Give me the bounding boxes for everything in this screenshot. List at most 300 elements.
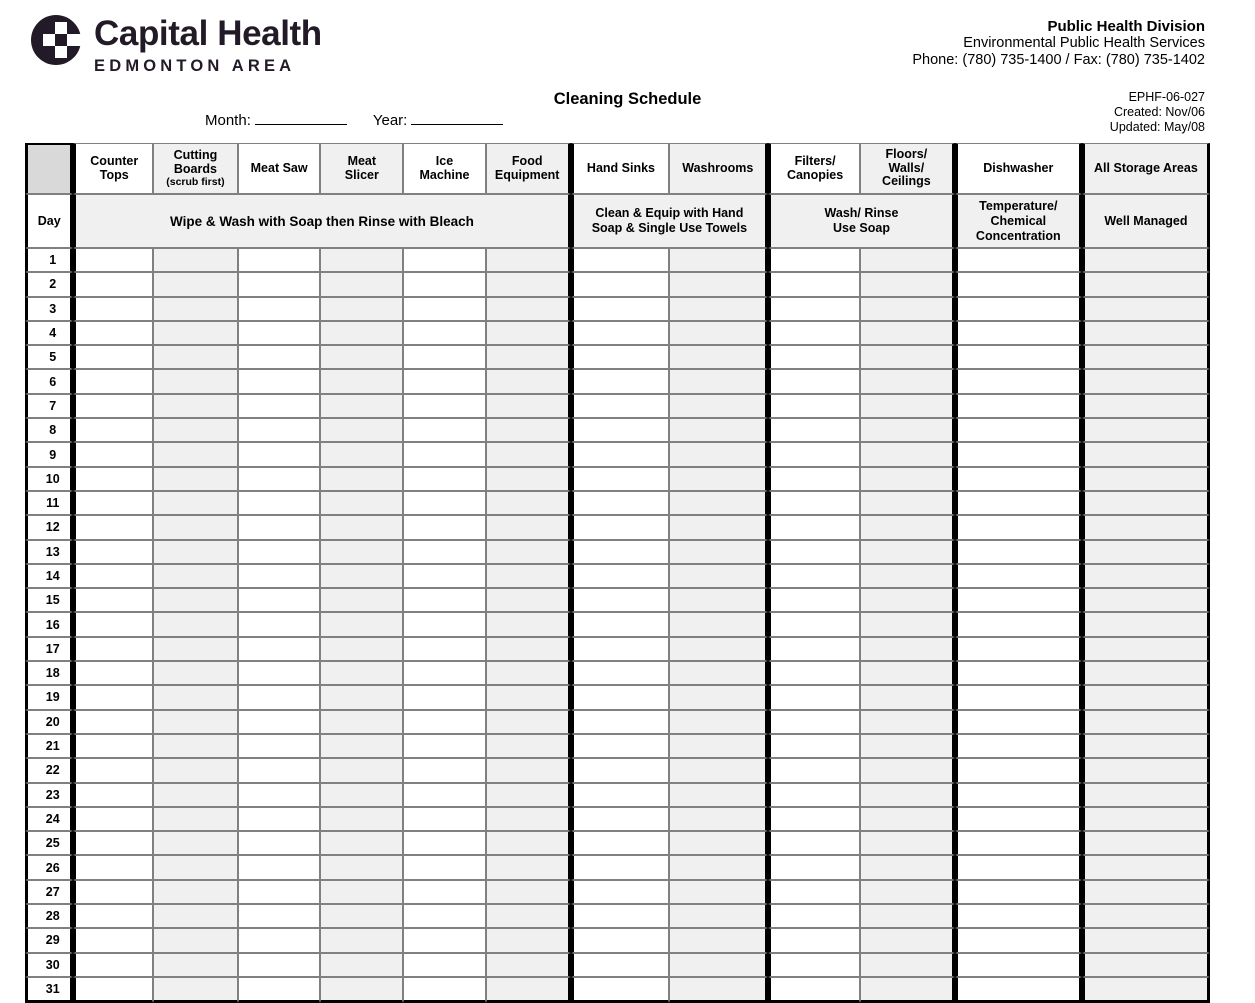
cell-ice-machine-day-29[interactable] (403, 928, 486, 952)
cell-food-equipment-day-6[interactable] (486, 369, 571, 393)
cell-meat-slicer-day-26[interactable] (320, 855, 403, 879)
cell-floors-walls-ceilings-day-27[interactable] (860, 880, 955, 904)
cell-ice-machine-day-24[interactable] (403, 807, 486, 831)
cell-cutting-boards-day-14[interactable] (153, 564, 238, 588)
cell-filters-canopies-day-26[interactable] (768, 855, 860, 879)
cell-meat-saw-day-9[interactable] (238, 442, 321, 466)
cell-food-equipment-day-4[interactable] (486, 321, 571, 345)
cell-washrooms-day-31[interactable] (669, 977, 768, 1003)
cell-washrooms-day-21[interactable] (669, 734, 768, 758)
cell-meat-slicer-day-28[interactable] (320, 904, 403, 928)
cell-washrooms-day-29[interactable] (669, 928, 768, 952)
cell-filters-canopies-day-13[interactable] (768, 540, 860, 564)
cell-filters-canopies-day-24[interactable] (768, 807, 860, 831)
cell-counter-tops-day-21[interactable] (73, 734, 153, 758)
cell-meat-saw-day-28[interactable] (238, 904, 321, 928)
cell-food-equipment-day-13[interactable] (486, 540, 571, 564)
cell-meat-saw-day-4[interactable] (238, 321, 321, 345)
cell-food-equipment-day-30[interactable] (486, 953, 571, 977)
cell-counter-tops-day-7[interactable] (73, 394, 153, 418)
cell-hand-sinks-day-11[interactable] (571, 491, 670, 515)
cell-filters-canopies-day-31[interactable] (768, 977, 860, 1003)
cell-dishwasher-day-1[interactable] (955, 248, 1082, 272)
cell-counter-tops-day-18[interactable] (73, 661, 153, 685)
cell-food-equipment-day-3[interactable] (486, 297, 571, 321)
cell-floors-walls-ceilings-day-10[interactable] (860, 467, 955, 491)
cell-meat-saw-day-6[interactable] (238, 369, 321, 393)
cell-washrooms-day-6[interactable] (669, 369, 768, 393)
cell-dishwasher-day-22[interactable] (955, 758, 1082, 782)
cell-counter-tops-day-1[interactable] (73, 248, 153, 272)
cell-all-storage-areas-day-18[interactable] (1082, 661, 1210, 685)
cell-filters-canopies-day-9[interactable] (768, 442, 860, 466)
cell-floors-walls-ceilings-day-1[interactable] (860, 248, 955, 272)
cell-dishwasher-day-5[interactable] (955, 345, 1082, 369)
cell-floors-walls-ceilings-day-29[interactable] (860, 928, 955, 952)
cell-meat-slicer-day-23[interactable] (320, 783, 403, 807)
cell-meat-saw-day-1[interactable] (238, 248, 321, 272)
cell-meat-slicer-day-24[interactable] (320, 807, 403, 831)
cell-food-equipment-day-17[interactable] (486, 637, 571, 661)
cell-all-storage-areas-day-3[interactable] (1082, 297, 1210, 321)
cell-ice-machine-day-4[interactable] (403, 321, 486, 345)
cell-dishwasher-day-27[interactable] (955, 880, 1082, 904)
cell-washrooms-day-30[interactable] (669, 953, 768, 977)
cell-floors-walls-ceilings-day-4[interactable] (860, 321, 955, 345)
cell-dishwasher-day-15[interactable] (955, 588, 1082, 612)
cell-meat-slicer-day-30[interactable] (320, 953, 403, 977)
cell-all-storage-areas-day-12[interactable] (1082, 515, 1210, 539)
cell-cutting-boards-day-1[interactable] (153, 248, 238, 272)
cell-hand-sinks-day-3[interactable] (571, 297, 670, 321)
cell-meat-slicer-day-10[interactable] (320, 467, 403, 491)
cell-floors-walls-ceilings-day-23[interactable] (860, 783, 955, 807)
cell-meat-saw-day-10[interactable] (238, 467, 321, 491)
cell-dishwasher-day-24[interactable] (955, 807, 1082, 831)
cell-food-equipment-day-10[interactable] (486, 467, 571, 491)
cell-washrooms-day-16[interactable] (669, 612, 768, 636)
cell-floors-walls-ceilings-day-12[interactable] (860, 515, 955, 539)
cell-counter-tops-day-13[interactable] (73, 540, 153, 564)
cell-filters-canopies-day-29[interactable] (768, 928, 860, 952)
cell-cutting-boards-day-30[interactable] (153, 953, 238, 977)
cell-meat-saw-day-14[interactable] (238, 564, 321, 588)
cell-hand-sinks-day-20[interactable] (571, 710, 670, 734)
cell-floors-walls-ceilings-day-25[interactable] (860, 831, 955, 855)
cell-all-storage-areas-day-16[interactable] (1082, 612, 1210, 636)
cell-food-equipment-day-15[interactable] (486, 588, 571, 612)
cell-washrooms-day-24[interactable] (669, 807, 768, 831)
cell-hand-sinks-day-5[interactable] (571, 345, 670, 369)
cell-floors-walls-ceilings-day-17[interactable] (860, 637, 955, 661)
cell-hand-sinks-day-28[interactable] (571, 904, 670, 928)
cell-meat-slicer-day-14[interactable] (320, 564, 403, 588)
cell-food-equipment-day-21[interactable] (486, 734, 571, 758)
cell-filters-canopies-day-14[interactable] (768, 564, 860, 588)
cell-food-equipment-day-5[interactable] (486, 345, 571, 369)
cell-food-equipment-day-12[interactable] (486, 515, 571, 539)
cell-filters-canopies-day-28[interactable] (768, 904, 860, 928)
cell-meat-saw-day-30[interactable] (238, 953, 321, 977)
cell-dishwasher-day-20[interactable] (955, 710, 1082, 734)
cell-meat-saw-day-25[interactable] (238, 831, 321, 855)
cell-hand-sinks-day-29[interactable] (571, 928, 670, 952)
cell-washrooms-day-25[interactable] (669, 831, 768, 855)
cell-hand-sinks-day-19[interactable] (571, 685, 670, 709)
cell-meat-saw-day-23[interactable] (238, 783, 321, 807)
cell-washrooms-day-8[interactable] (669, 418, 768, 442)
cell-dishwasher-day-7[interactable] (955, 394, 1082, 418)
cell-cutting-boards-day-3[interactable] (153, 297, 238, 321)
cell-cutting-boards-day-31[interactable] (153, 977, 238, 1003)
cell-hand-sinks-day-31[interactable] (571, 977, 670, 1003)
cell-meat-saw-day-12[interactable] (238, 515, 321, 539)
cell-washrooms-day-17[interactable] (669, 637, 768, 661)
cell-ice-machine-day-7[interactable] (403, 394, 486, 418)
cell-filters-canopies-day-10[interactable] (768, 467, 860, 491)
cell-filters-canopies-day-18[interactable] (768, 661, 860, 685)
cell-dishwasher-day-21[interactable] (955, 734, 1082, 758)
cell-meat-saw-day-17[interactable] (238, 637, 321, 661)
cell-ice-machine-day-28[interactable] (403, 904, 486, 928)
cell-filters-canopies-day-15[interactable] (768, 588, 860, 612)
cell-ice-machine-day-9[interactable] (403, 442, 486, 466)
cell-washrooms-day-23[interactable] (669, 783, 768, 807)
cell-counter-tops-day-6[interactable] (73, 369, 153, 393)
cell-meat-saw-day-27[interactable] (238, 880, 321, 904)
cell-cutting-boards-day-28[interactable] (153, 904, 238, 928)
cell-all-storage-areas-day-24[interactable] (1082, 807, 1210, 831)
cell-meat-slicer-day-1[interactable] (320, 248, 403, 272)
cell-floors-walls-ceilings-day-18[interactable] (860, 661, 955, 685)
cell-dishwasher-day-14[interactable] (955, 564, 1082, 588)
cell-filters-canopies-day-21[interactable] (768, 734, 860, 758)
cell-floors-walls-ceilings-day-24[interactable] (860, 807, 955, 831)
cell-floors-walls-ceilings-day-15[interactable] (860, 588, 955, 612)
cell-cutting-boards-day-11[interactable] (153, 491, 238, 515)
cell-cutting-boards-day-7[interactable] (153, 394, 238, 418)
cell-ice-machine-day-12[interactable] (403, 515, 486, 539)
cell-ice-machine-day-20[interactable] (403, 710, 486, 734)
cell-all-storage-areas-day-22[interactable] (1082, 758, 1210, 782)
cell-cutting-boards-day-21[interactable] (153, 734, 238, 758)
cell-hand-sinks-day-16[interactable] (571, 612, 670, 636)
cell-food-equipment-day-9[interactable] (486, 442, 571, 466)
cell-cutting-boards-day-15[interactable] (153, 588, 238, 612)
cell-washrooms-day-4[interactable] (669, 321, 768, 345)
cell-all-storage-areas-day-26[interactable] (1082, 855, 1210, 879)
cell-ice-machine-day-30[interactable] (403, 953, 486, 977)
cell-cutting-boards-day-4[interactable] (153, 321, 238, 345)
cell-food-equipment-day-11[interactable] (486, 491, 571, 515)
cell-counter-tops-day-29[interactable] (73, 928, 153, 952)
cell-washrooms-day-9[interactable] (669, 442, 768, 466)
cell-filters-canopies-day-4[interactable] (768, 321, 860, 345)
cell-filters-canopies-day-8[interactable] (768, 418, 860, 442)
cell-counter-tops-day-30[interactable] (73, 953, 153, 977)
cell-meat-saw-day-8[interactable] (238, 418, 321, 442)
cell-meat-slicer-day-18[interactable] (320, 661, 403, 685)
cell-food-equipment-day-27[interactable] (486, 880, 571, 904)
cell-meat-saw-day-7[interactable] (238, 394, 321, 418)
cell-food-equipment-day-31[interactable] (486, 977, 571, 1003)
cell-all-storage-areas-day-25[interactable] (1082, 831, 1210, 855)
cell-dishwasher-day-2[interactable] (955, 272, 1082, 296)
cell-washrooms-day-7[interactable] (669, 394, 768, 418)
cell-ice-machine-day-11[interactable] (403, 491, 486, 515)
cell-cutting-boards-day-9[interactable] (153, 442, 238, 466)
cell-food-equipment-day-8[interactable] (486, 418, 571, 442)
cell-hand-sinks-day-8[interactable] (571, 418, 670, 442)
cell-washrooms-day-12[interactable] (669, 515, 768, 539)
cell-hand-sinks-day-7[interactable] (571, 394, 670, 418)
cell-counter-tops-day-16[interactable] (73, 612, 153, 636)
cell-washrooms-day-26[interactable] (669, 855, 768, 879)
cell-all-storage-areas-day-28[interactable] (1082, 904, 1210, 928)
cell-ice-machine-day-8[interactable] (403, 418, 486, 442)
cell-hand-sinks-day-24[interactable] (571, 807, 670, 831)
cell-counter-tops-day-31[interactable] (73, 977, 153, 1003)
cell-meat-saw-day-19[interactable] (238, 685, 321, 709)
cell-dishwasher-day-18[interactable] (955, 661, 1082, 685)
cell-all-storage-areas-day-11[interactable] (1082, 491, 1210, 515)
cell-dishwasher-day-8[interactable] (955, 418, 1082, 442)
cell-ice-machine-day-10[interactable] (403, 467, 486, 491)
cell-filters-canopies-day-27[interactable] (768, 880, 860, 904)
cell-dishwasher-day-12[interactable] (955, 515, 1082, 539)
cell-hand-sinks-day-6[interactable] (571, 369, 670, 393)
cell-washrooms-day-15[interactable] (669, 588, 768, 612)
cell-filters-canopies-day-20[interactable] (768, 710, 860, 734)
cell-meat-slicer-day-15[interactable] (320, 588, 403, 612)
cell-dishwasher-day-4[interactable] (955, 321, 1082, 345)
cell-filters-canopies-day-17[interactable] (768, 637, 860, 661)
cell-ice-machine-day-17[interactable] (403, 637, 486, 661)
cell-food-equipment-day-24[interactable] (486, 807, 571, 831)
cell-meat-slicer-day-20[interactable] (320, 710, 403, 734)
cell-hand-sinks-day-30[interactable] (571, 953, 670, 977)
cell-filters-canopies-day-5[interactable] (768, 345, 860, 369)
cell-meat-slicer-day-8[interactable] (320, 418, 403, 442)
cell-washrooms-day-14[interactable] (669, 564, 768, 588)
cell-meat-slicer-day-2[interactable] (320, 272, 403, 296)
cell-hand-sinks-day-12[interactable] (571, 515, 670, 539)
year-input[interactable] (411, 110, 503, 125)
cell-filters-canopies-day-6[interactable] (768, 369, 860, 393)
cell-counter-tops-day-24[interactable] (73, 807, 153, 831)
cell-food-equipment-day-2[interactable] (486, 272, 571, 296)
cell-washrooms-day-10[interactable] (669, 467, 768, 491)
cell-floors-walls-ceilings-day-3[interactable] (860, 297, 955, 321)
cell-counter-tops-day-11[interactable] (73, 491, 153, 515)
cell-hand-sinks-day-18[interactable] (571, 661, 670, 685)
cell-meat-slicer-day-29[interactable] (320, 928, 403, 952)
cell-food-equipment-day-26[interactable] (486, 855, 571, 879)
cell-floors-walls-ceilings-day-22[interactable] (860, 758, 955, 782)
cell-filters-canopies-day-30[interactable] (768, 953, 860, 977)
cell-all-storage-areas-day-1[interactable] (1082, 248, 1210, 272)
cell-floors-walls-ceilings-day-5[interactable] (860, 345, 955, 369)
cell-hand-sinks-day-10[interactable] (571, 467, 670, 491)
cell-cutting-boards-day-2[interactable] (153, 272, 238, 296)
cell-counter-tops-day-12[interactable] (73, 515, 153, 539)
cell-meat-slicer-day-3[interactable] (320, 297, 403, 321)
cell-meat-saw-day-26[interactable] (238, 855, 321, 879)
cell-ice-machine-day-27[interactable] (403, 880, 486, 904)
cell-dishwasher-day-28[interactable] (955, 904, 1082, 928)
cell-cutting-boards-day-6[interactable] (153, 369, 238, 393)
cell-filters-canopies-day-22[interactable] (768, 758, 860, 782)
cell-floors-walls-ceilings-day-7[interactable] (860, 394, 955, 418)
cell-hand-sinks-day-17[interactable] (571, 637, 670, 661)
cell-floors-walls-ceilings-day-26[interactable] (860, 855, 955, 879)
cell-all-storage-areas-day-27[interactable] (1082, 880, 1210, 904)
cell-ice-machine-day-15[interactable] (403, 588, 486, 612)
cell-dishwasher-day-30[interactable] (955, 953, 1082, 977)
cell-filters-canopies-day-7[interactable] (768, 394, 860, 418)
cell-food-equipment-day-14[interactable] (486, 564, 571, 588)
cell-food-equipment-day-23[interactable] (486, 783, 571, 807)
cell-meat-slicer-day-31[interactable] (320, 977, 403, 1003)
cell-ice-machine-day-18[interactable] (403, 661, 486, 685)
cell-food-equipment-day-29[interactable] (486, 928, 571, 952)
cell-all-storage-areas-day-13[interactable] (1082, 540, 1210, 564)
cell-counter-tops-day-20[interactable] (73, 710, 153, 734)
cell-dishwasher-day-26[interactable] (955, 855, 1082, 879)
cell-counter-tops-day-17[interactable] (73, 637, 153, 661)
cell-floors-walls-ceilings-day-30[interactable] (860, 953, 955, 977)
cell-all-storage-areas-day-23[interactable] (1082, 783, 1210, 807)
cell-hand-sinks-day-26[interactable] (571, 855, 670, 879)
cell-all-storage-areas-day-2[interactable] (1082, 272, 1210, 296)
cell-cutting-boards-day-13[interactable] (153, 540, 238, 564)
cell-meat-slicer-day-9[interactable] (320, 442, 403, 466)
cell-meat-slicer-day-7[interactable] (320, 394, 403, 418)
cell-cutting-boards-day-26[interactable] (153, 855, 238, 879)
cell-floors-walls-ceilings-day-19[interactable] (860, 685, 955, 709)
cell-ice-machine-day-13[interactable] (403, 540, 486, 564)
cell-meat-saw-day-5[interactable] (238, 345, 321, 369)
cell-washrooms-day-18[interactable] (669, 661, 768, 685)
cell-cutting-boards-day-20[interactable] (153, 710, 238, 734)
cell-meat-saw-day-20[interactable] (238, 710, 321, 734)
cell-ice-machine-day-14[interactable] (403, 564, 486, 588)
cell-meat-slicer-day-21[interactable] (320, 734, 403, 758)
cell-ice-machine-day-2[interactable] (403, 272, 486, 296)
cell-cutting-boards-day-5[interactable] (153, 345, 238, 369)
cell-dishwasher-day-31[interactable] (955, 977, 1082, 1003)
cell-ice-machine-day-19[interactable] (403, 685, 486, 709)
cell-floors-walls-ceilings-day-28[interactable] (860, 904, 955, 928)
cell-dishwasher-day-9[interactable] (955, 442, 1082, 466)
cell-washrooms-day-19[interactable] (669, 685, 768, 709)
cell-floors-walls-ceilings-day-11[interactable] (860, 491, 955, 515)
cell-floors-walls-ceilings-day-8[interactable] (860, 418, 955, 442)
cell-washrooms-day-28[interactable] (669, 904, 768, 928)
cell-all-storage-areas-day-14[interactable] (1082, 564, 1210, 588)
cell-floors-walls-ceilings-day-31[interactable] (860, 977, 955, 1003)
cell-ice-machine-day-25[interactable] (403, 831, 486, 855)
cell-counter-tops-day-5[interactable] (73, 345, 153, 369)
cell-cutting-boards-day-29[interactable] (153, 928, 238, 952)
cell-hand-sinks-day-21[interactable] (571, 734, 670, 758)
cell-all-storage-areas-day-4[interactable] (1082, 321, 1210, 345)
cell-filters-canopies-day-3[interactable] (768, 297, 860, 321)
month-input[interactable] (255, 110, 347, 125)
cell-hand-sinks-day-27[interactable] (571, 880, 670, 904)
cell-all-storage-areas-day-15[interactable] (1082, 588, 1210, 612)
cell-meat-saw-day-31[interactable] (238, 977, 321, 1003)
cell-cutting-boards-day-22[interactable] (153, 758, 238, 782)
cell-counter-tops-day-27[interactable] (73, 880, 153, 904)
cell-cutting-boards-day-18[interactable] (153, 661, 238, 685)
cell-food-equipment-day-25[interactable] (486, 831, 571, 855)
cell-all-storage-areas-day-10[interactable] (1082, 467, 1210, 491)
cell-food-equipment-day-28[interactable] (486, 904, 571, 928)
cell-floors-walls-ceilings-day-6[interactable] (860, 369, 955, 393)
cell-meat-saw-day-16[interactable] (238, 612, 321, 636)
cell-washrooms-day-22[interactable] (669, 758, 768, 782)
cell-floors-walls-ceilings-day-2[interactable] (860, 272, 955, 296)
cell-all-storage-areas-day-17[interactable] (1082, 637, 1210, 661)
cell-ice-machine-day-3[interactable] (403, 297, 486, 321)
cell-floors-walls-ceilings-day-20[interactable] (860, 710, 955, 734)
cell-meat-saw-day-29[interactable] (238, 928, 321, 952)
cell-hand-sinks-day-25[interactable] (571, 831, 670, 855)
cell-all-storage-areas-day-5[interactable] (1082, 345, 1210, 369)
cell-food-equipment-day-16[interactable] (486, 612, 571, 636)
cell-meat-saw-day-3[interactable] (238, 297, 321, 321)
cell-food-equipment-day-20[interactable] (486, 710, 571, 734)
cell-meat-slicer-day-4[interactable] (320, 321, 403, 345)
cell-filters-canopies-day-11[interactable] (768, 491, 860, 515)
cell-hand-sinks-day-14[interactable] (571, 564, 670, 588)
cell-filters-canopies-day-1[interactable] (768, 248, 860, 272)
cell-floors-walls-ceilings-day-16[interactable] (860, 612, 955, 636)
cell-washrooms-day-27[interactable] (669, 880, 768, 904)
cell-meat-saw-day-18[interactable] (238, 661, 321, 685)
cell-cutting-boards-day-16[interactable] (153, 612, 238, 636)
cell-meat-saw-day-15[interactable] (238, 588, 321, 612)
cell-washrooms-day-2[interactable] (669, 272, 768, 296)
cell-all-storage-areas-day-30[interactable] (1082, 953, 1210, 977)
cell-cutting-boards-day-25[interactable] (153, 831, 238, 855)
cell-meat-slicer-day-17[interactable] (320, 637, 403, 661)
cell-all-storage-areas-day-6[interactable] (1082, 369, 1210, 393)
cell-meat-saw-day-24[interactable] (238, 807, 321, 831)
cell-dishwasher-day-17[interactable] (955, 637, 1082, 661)
cell-washrooms-day-1[interactable] (669, 248, 768, 272)
cell-washrooms-day-11[interactable] (669, 491, 768, 515)
cell-floors-walls-ceilings-day-21[interactable] (860, 734, 955, 758)
cell-ice-machine-day-21[interactable] (403, 734, 486, 758)
cell-meat-slicer-day-11[interactable] (320, 491, 403, 515)
cell-cutting-boards-day-10[interactable] (153, 467, 238, 491)
cell-dishwasher-day-3[interactable] (955, 297, 1082, 321)
cell-meat-slicer-day-6[interactable] (320, 369, 403, 393)
cell-meat-slicer-day-16[interactable] (320, 612, 403, 636)
cell-ice-machine-day-6[interactable] (403, 369, 486, 393)
cell-meat-slicer-day-27[interactable] (320, 880, 403, 904)
cell-counter-tops-day-14[interactable] (73, 564, 153, 588)
cell-dishwasher-day-29[interactable] (955, 928, 1082, 952)
cell-dishwasher-day-25[interactable] (955, 831, 1082, 855)
cell-ice-machine-day-1[interactable] (403, 248, 486, 272)
cell-counter-tops-day-10[interactable] (73, 467, 153, 491)
cell-washrooms-day-13[interactable] (669, 540, 768, 564)
cell-food-equipment-day-7[interactable] (486, 394, 571, 418)
cell-food-equipment-day-19[interactable] (486, 685, 571, 709)
